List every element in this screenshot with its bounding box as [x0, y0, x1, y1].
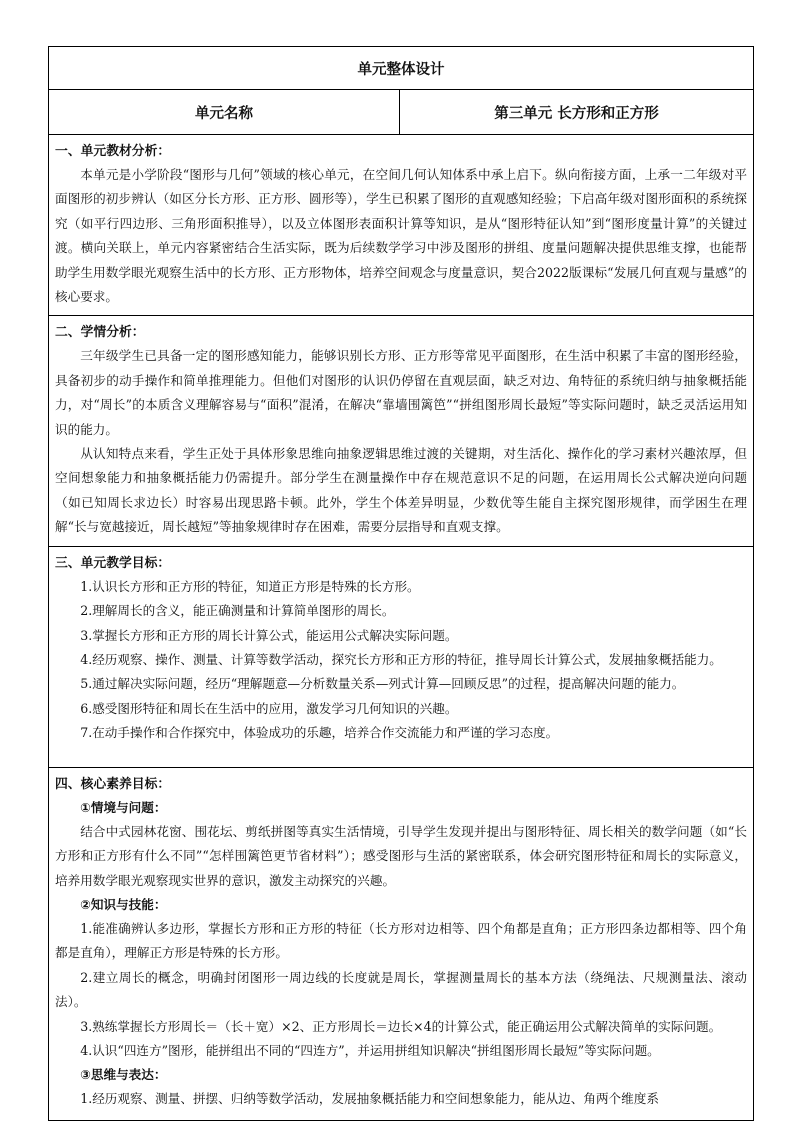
unit-name-value: 第三单元 长方形和正方形 [494, 105, 659, 122]
goal-item: 2.理解周长的含义，能正确测量和计算简单图形的周长。 [80, 603, 395, 619]
section-core [49, 767, 754, 1120]
goal-item: 3.掌握长方形和正方形的周长计算公式，能运用公式解决实际问题。 [80, 627, 458, 643]
goal-item: 5.通过解决实际问题，经历“理解题意—分析数量关系—列式计算—回顾反思”的过程，提高解决问题的能力。 [80, 676, 685, 692]
unit-design-table [48, 46, 754, 1121]
core-sub2-item: 4.认识“四连方”图形，能拼组出不同的“四连方”，并运用拼组知识解决“拼组图形周长最短”等实际问题。 [80, 1042, 660, 1058]
section-material-title: 一、单元教材分析： [55, 144, 171, 159]
section-material [49, 135, 754, 316]
section-goals [49, 546, 754, 767]
goal-item: 4.经历观察、操作、测量、计算等数学活动，探究长方形和正方形的特征，推导周长计算公式，发展抽象概括能力。 [80, 651, 722, 667]
section-students-paragraph-2: 从认知特点来看，学生正处于具体形象思维向抽象逻辑思维过渡的关键期，对生活化、操作化的学习素材兴趣浓厚，但空间想象能力和抽象概括能力仍需提升。部分学生在测量操作中存在规范意识不足的问题，在运用周长公式解决逆向问题（如已知周长求边长）时容易出现思路卡顿。此外，学生个体差异明显，少数优等生能自主探究图形规律，而学困生在理解“长与宽越接近，周长越短”等抽象规律时存在困难，需要分层指导和直观支撑。 [55, 446, 747, 535]
goal-item: 6.感受图形特征和周长在生活中的应用，激发学习几何知识的兴趣。 [80, 700, 458, 716]
unit-name-label: 单元名称 [195, 105, 253, 122]
unit-name-value-cell [400, 90, 754, 135]
table-title: 单元整体设计 [357, 61, 445, 78]
goal-item: 1.认识长方形和正方形的特征，知道正方形是特殊的长方形。 [80, 578, 420, 594]
section-goals-title: 三、单元教学目标： [55, 555, 171, 571]
core-sub2-title: ②知识与技能： [80, 896, 167, 912]
section-students [49, 316, 754, 546]
table-title-cell [49, 47, 754, 90]
core-sub2-item: 2.建立周长的概念，明确封闭图形一周边线的长度就是周长，掌握测量周长的基本方法（绕绳法、尺规测量法、滚动法）。 [55, 969, 747, 1010]
section-students-title: 二、学情分析： [55, 325, 145, 341]
core-sub1-paragraph: 结合中式园林花窗、围花坛、剪纸拼图等真实生活情境，引导学生发现并提出与图形特征、周长相关的数学问题（如“长方形和正方形有什么不同”“怎样围篱笆更节省材料”）；感受图形与生活的紧密联系，体会研究图形特征和周长的实际意义，培养用数学眼光观察现实世界的意识，激发主动探究的兴趣。 [55, 823, 747, 888]
core-sub3-item: 1.经历观察、测量、拼摆、归纳等数学活动，发展抽象概括能力和空间想象能力，能从边、角两个维度系 [80, 1091, 659, 1107]
core-sub2-item: 3.熟练掌握长方形周长＝（长＋宽）×2、正方形周长＝边长×4的计算公式，能正确运用公式解决简单的实际问题。 [80, 1018, 722, 1034]
unit-name-label-cell [49, 90, 400, 135]
core-sub1-title: ①情境与问题： [80, 799, 167, 815]
section-core-title: 四、核心素养目标： [55, 776, 171, 792]
core-sub3-title: ③思维与表达： [80, 1067, 167, 1083]
goal-item: 7.在动手操作和合作探究中，体验成功的乐趣，培养合作交流能力和严谨的学习态度。 [80, 725, 559, 741]
section-students-paragraph-1: 三年级学生已具备一定的图形感知能力，能够识别长方形、正方形等常见平面图形，在生活中积累了丰富的图形经验，具备初步的动手操作和简单推理能力。但他们对图形的认识仍停留在直观层面，缺乏对边、角特征的系统归纳与抽象概括能力，对“周长”的本质含义理解容易与“面积”混淆，在解决“靠墙围篱笆”“拼组图形周长最短”等实际问题时，缺乏灵活运用知识的能力。 [55, 348, 747, 437]
core-sub2-item: 1.能准确辨认多边形，掌握长方形和正方形的特征（长方形对边相等、四个角都是直角；正方形四条边都相等、四个角都是直角），理解正方形是特殊的长方形。 [55, 920, 747, 961]
section-material-paragraph: 本单元是小学阶段“图形与几何”领域的核心单元，在空间几何认知体系中承上启下。纵向衔接方面，上承一二年级对平面图形的初步辨认（如区分长方形、正方形、圆形等），学生已积累了图形的直观感知经验；下启高年级对图形面积的系统探究（如平行四边形、三角形面积推导），以及立体图形表面积计算等知识，是从“图形特征认知”到“图形度量计算”的关键过渡。横向关联上，单元内容紧密结合生活实际，既为后续数学学习中涉及图形的拼组、度量问题解决提供思维支撑，也能帮助学生用数学眼光观察生活中的长方形、正方形物体，培养空间观念与度量意识，契合2022版课标“发展几何直观与量感”的核心要求。 [55, 167, 747, 305]
